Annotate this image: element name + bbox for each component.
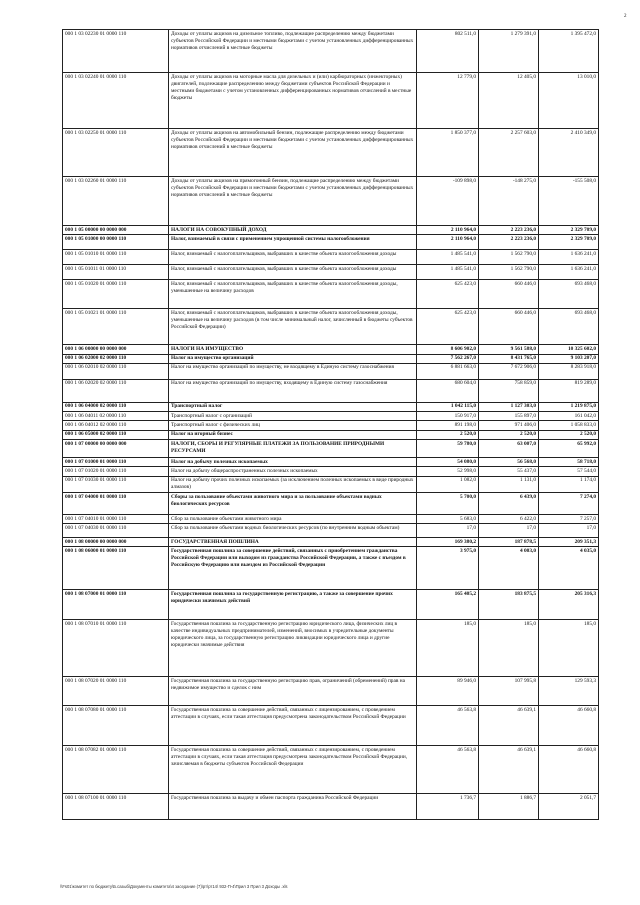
- table-row: [63, 547, 599, 590]
- code-cell: 000 1 06 04000 02 0000 110: [63, 402, 169, 411]
- table-row: [63, 492, 599, 514]
- table-row: [63, 524, 599, 538]
- value-cell-year3: 13 010,0: [539, 73, 599, 129]
- code-cell: 000 1 05 01011 01 0000 110: [63, 265, 169, 280]
- table-row: [63, 280, 599, 309]
- value-cell-year2: 1 279 391,0: [479, 30, 539, 73]
- value-cell-year1: 52 998,0: [417, 467, 479, 476]
- code-cell: 000 1 06 00000 00 0000 000: [63, 345, 169, 354]
- code-cell: 000 1 08 06000 01 0000 110: [63, 547, 169, 590]
- value-cell-year3: 1 636 241,0: [539, 250, 599, 265]
- file-path-footer: \\Fs01\комитет по бюджету\Б.сазыб\Документы комитета\4 заседание (7)\рт\рт14\ 932-П-4\Прил 3 Прил 3 Доходы .xls: [60, 884, 288, 889]
- name-cell: Доходы от уплаты акцизов на моторные масла для дизельных и (или) карбюраторных (инжекторных) двигателей, подлежащие распределению между бюджетами субъектов Российской Федерации и местными бюджетами с учетом установленных дифференцированных нормативов отчислений в местные бюджеты: [169, 73, 417, 129]
- table-row: [63, 439, 599, 457]
- value-cell-year1: 5 683,0: [417, 514, 479, 523]
- value-cell-year2: 2 223 236,0: [479, 226, 539, 235]
- value-cell-year1: 185,0: [417, 620, 479, 677]
- name-cell: Налог на имущество организаций по имуществу, не входящему в Единую систему газоснабжения: [169, 363, 417, 379]
- value-cell-year1: 891 198,0: [417, 421, 479, 430]
- revenue-table: [62, 29, 599, 820]
- value-cell-year2: 46 639,1: [479, 746, 539, 794]
- value-cell-year2: 185,0: [479, 620, 539, 677]
- value-cell-year1: 1 485 541,0: [417, 265, 479, 280]
- table-row: [63, 590, 599, 620]
- name-cell: Налог на добычу прочих полезных ископаемых (за исключением полезных ископаемых в виде природных алмазов): [169, 476, 417, 492]
- table-row: [63, 363, 599, 379]
- value-cell-year3: 65 992,0: [539, 439, 599, 457]
- value-cell-year1: 6 881 663,0: [417, 363, 479, 379]
- value-cell-year2: 187 878,5: [479, 538, 539, 547]
- value-cell-year1: 165 405,2: [417, 590, 479, 620]
- value-cell-year1: 8 606 902,0: [417, 345, 479, 354]
- table-row: [63, 794, 599, 820]
- value-cell-year1: 46 563,8: [417, 706, 479, 746]
- table-row: [63, 476, 599, 492]
- value-cell-year3: 2 329 709,0: [539, 226, 599, 235]
- value-cell-year1: 625 423,0: [417, 280, 479, 309]
- name-cell: Доходы от уплаты акцизов на дизельное топливо, подлежащие распределению между бюджетами субъектов Российской Федерации и местными бюджетами с учетом установленных дифференцированных нормативов отчислений в местные бюджеты: [169, 30, 417, 73]
- value-cell-year2: 2 257 603,0: [479, 129, 539, 177]
- value-cell-year2: 758 859,0: [479, 379, 539, 402]
- name-cell: Сбор за пользование объектами водных биологических ресурсов (по внутренним водным объектам): [169, 524, 417, 538]
- name-cell: Государственная пошлина за государственную регистрацию юридического лица, физических лиц в качестве индивидуальных предпринимателей, изменений, вносимых в учредительные документы юридического лица, за государственную регистрацию ликвидации юридического лица и другие юридически значимые действия: [169, 620, 417, 677]
- value-cell-year2: 107 995,8: [479, 677, 539, 706]
- value-cell-year3: 1 174,0: [539, 476, 599, 492]
- name-cell: НАЛОГИ, СБОРЫ И РЕГУЛЯРНЫЕ ПЛАТЕЖИ ЗА ПОЛЬЗОВАНИЕ ПРИРОДНЫМИ РЕСУРСАМИ: [169, 439, 417, 457]
- table-row: [63, 467, 599, 476]
- name-cell: Доходы от уплаты акцизов на автомобильный бензин, подлежащие распределению между бюджетами субъектов Российской Федерации и местными бюджетами с учетом установленных дифференцированных нормативов отчислений в местные бюджеты: [169, 129, 417, 177]
- value-cell-year1: 680 604,0: [417, 379, 479, 402]
- value-cell-year1: 5 700,0: [417, 492, 479, 514]
- name-cell: Транспортный налог с организаций: [169, 412, 417, 421]
- name-cell: Государственная пошлина за совершение действий, связанных с лицензированием, с проведением аттестации в случаях, если такая аттестация предусмотрена законодательством Российской Федерации: [169, 706, 417, 746]
- value-cell-year2: 155 897,0: [479, 412, 539, 421]
- value-cell-year2: 46 639,1: [479, 706, 539, 746]
- code-cell: 000 1 06 04011 02 0000 110: [63, 412, 169, 421]
- value-cell-year2: 1 886,7: [479, 794, 539, 820]
- value-cell-year1: 1 042 115,0: [417, 402, 479, 411]
- value-cell-year2: 63 007,0: [479, 439, 539, 457]
- name-cell: Налог на имущество организаций по имуществу, входящему в Единую систему газоснабжения: [169, 379, 417, 402]
- value-cell-year3: 161 042,0: [539, 412, 599, 421]
- code-cell: 000 1 07 01030 01 0000 110: [63, 476, 169, 492]
- table-row: [63, 514, 599, 523]
- value-cell-year2: 183 875,5: [479, 590, 539, 620]
- value-cell-year3: -155 508,0: [539, 177, 599, 226]
- table-row: [63, 345, 599, 354]
- value-cell-year1: 7 562 267,0: [417, 354, 479, 363]
- value-cell-year2: 6 422,0: [479, 514, 539, 523]
- value-cell-year3: 7 274,0: [539, 492, 599, 514]
- table-row: [63, 706, 599, 746]
- value-cell-year1: 12 779,0: [417, 73, 479, 129]
- value-cell-year3: 2 410 349,0: [539, 129, 599, 177]
- value-cell-year2: 12 405,0: [479, 73, 539, 129]
- code-cell: 000 1 05 01021 01 0000 110: [63, 309, 169, 345]
- value-cell-year3: 693 468,0: [539, 280, 599, 309]
- value-cell-year1: 59 780,0: [417, 439, 479, 457]
- value-cell-year1: 1 485 541,0: [417, 250, 479, 265]
- name-cell: Налог на игорный бизнес: [169, 430, 417, 439]
- name-cell: Налог, взимаемый с налогоплательщиков, выбравших в качестве объекта налогообложения доходы, уменьшенные на величину расходов (в том числе минимальный налог, зачисленный в бюджеты субъектов Российской Федерации): [169, 309, 417, 345]
- name-cell: НАЛОГИ НА СОВОКУПНЫЙ ДОХОД: [169, 226, 417, 235]
- name-cell: НАЛОГИ НА ИМУЩЕСТВО: [169, 345, 417, 354]
- value-cell-year3: 4 035,0: [539, 547, 599, 590]
- value-cell-year3: 185,0: [539, 620, 599, 677]
- code-cell: 000 1 08 07100 01 0000 110: [63, 794, 169, 820]
- value-cell-year1: 17,0: [417, 524, 479, 538]
- value-cell-year1: 625 423,0: [417, 309, 479, 345]
- code-cell: 000 1 03 02250 01 0000 110: [63, 129, 169, 177]
- name-cell: Налог, взимаемый в связи с применением упрощенной системы налогообложения: [169, 235, 417, 250]
- value-cell-year3: 1 219 875,0: [539, 402, 599, 411]
- name-cell: Государственная пошлина за совершение действий, связанных с лицензированием, с проведением аттестации в случаях, если такая аттестация предусмотрена законодательством Российской Федерации, зачисляемая в бюджеты субъектов Российской Федерации: [169, 746, 417, 794]
- table-row: [63, 177, 599, 226]
- table-row: [63, 457, 599, 466]
- value-cell-year2: 660 446,0: [479, 280, 539, 309]
- code-cell: 000 1 05 01010 01 0000 110: [63, 250, 169, 265]
- code-cell: 000 1 03 02240 01 0000 110: [63, 73, 169, 129]
- name-cell: Государственная пошлина за совершение действий, связанных с приобретением гражданства Российской Федерации или выходом из гражданства Российской Федерации, а также с въездом в Российскую Федерацию или выездом из Российской Федерации: [169, 547, 417, 590]
- value-cell-year2: 7 672 906,0: [479, 363, 539, 379]
- table-row: [63, 620, 599, 677]
- name-cell: Налог, взимаемый с налогоплательщиков, выбравших в качестве объекта налогообложения доходы: [169, 265, 417, 280]
- table-row: [63, 538, 599, 547]
- table-row: [63, 430, 599, 439]
- value-cell-year1: 1 736,7: [417, 794, 479, 820]
- code-cell: 000 1 05 01020 01 0000 110: [63, 280, 169, 309]
- value-cell-year3: 10 325 602,0: [539, 345, 599, 354]
- value-cell-year3: 1 636 241,0: [539, 265, 599, 280]
- value-cell-year3: 1 058 833,0: [539, 421, 599, 430]
- table-row: [63, 402, 599, 411]
- value-cell-year1: 2 520,0: [417, 430, 479, 439]
- value-cell-year1: 54 080,0: [417, 457, 479, 466]
- value-cell-year3: 7 257,0: [539, 514, 599, 523]
- table-row: [63, 421, 599, 430]
- table-row: [63, 265, 599, 280]
- table-row: [63, 412, 599, 421]
- code-cell: 000 1 07 04030 01 0000 110: [63, 524, 169, 538]
- value-cell-year1: 2 110 964,0: [417, 226, 479, 235]
- name-cell: Транспортный налог: [169, 402, 417, 411]
- code-cell: 000 1 07 04000 01 0000 110: [63, 492, 169, 514]
- value-cell-year2: 2 223 236,0: [479, 235, 539, 250]
- value-cell-year3: 46 660,8: [539, 706, 599, 746]
- value-cell-year3: 58 718,0: [539, 457, 599, 466]
- code-cell: 000 1 08 07082 01 0000 110: [63, 746, 169, 794]
- name-cell: Государственная пошлина за государственную регистрацию прав, ограничений (обременений) прав на недвижимое имущество и сделок с ним: [169, 677, 417, 706]
- value-cell-year1: 150 917,0: [417, 412, 479, 421]
- table-row: [63, 746, 599, 794]
- code-cell: 000 1 08 07000 01 0000 110: [63, 590, 169, 620]
- table-row: [63, 226, 599, 235]
- code-cell: 000 1 08 07080 01 0000 110: [63, 706, 169, 746]
- code-cell: 000 1 05 00000 00 0000 000: [63, 226, 169, 235]
- value-cell-year1: 3 975,0: [417, 547, 479, 590]
- value-cell-year2: 1 562 790,0: [479, 250, 539, 265]
- value-cell-year2: 8 431 765,0: [479, 354, 539, 363]
- code-cell: 000 1 06 02010 02 0000 110: [63, 363, 169, 379]
- value-cell-year3: 205 316,3: [539, 590, 599, 620]
- value-cell-year2: 9 561 588,0: [479, 345, 539, 354]
- value-cell-year3: 2 520,0: [539, 430, 599, 439]
- value-cell-year3: 2 051,7: [539, 794, 599, 820]
- code-cell: 000 1 06 02000 02 0000 110: [63, 354, 169, 363]
- name-cell: Налог, взимаемый с налогоплательщиков, выбравших в качестве объекта налогообложения доходы, уменьшенные на величину расходов: [169, 280, 417, 309]
- value-cell-year2: 17,0: [479, 524, 539, 538]
- code-cell: 000 1 07 01000 01 0000 110: [63, 457, 169, 466]
- name-cell: Сборы за пользование объектами животного мира и за пользование объектами водных биологических ресурсов: [169, 492, 417, 514]
- value-cell-year3: 2 329 709,0: [539, 235, 599, 250]
- name-cell: Транспортный налог с физических лиц: [169, 421, 417, 430]
- value-cell-year2: 2 520,0: [479, 430, 539, 439]
- value-cell-year3: 209 351,3: [539, 538, 599, 547]
- value-cell-year3: 1 395 472,0: [539, 30, 599, 73]
- value-cell-year3: 9 103 207,0: [539, 354, 599, 363]
- value-cell-year3: 693 468,0: [539, 309, 599, 345]
- name-cell: Сбор за пользование объектами животного мира: [169, 514, 417, 523]
- name-cell: ГОСУДАРСТВЕННАЯ ПОШЛИНА: [169, 538, 417, 547]
- code-cell: 000 1 06 04012 02 0000 110: [63, 421, 169, 430]
- code-cell: 000 1 08 07020 01 0000 110: [63, 677, 169, 706]
- value-cell-year3: 17,0: [539, 524, 599, 538]
- value-cell-year2: 1 127 303,0: [479, 402, 539, 411]
- table-row: [63, 379, 599, 402]
- code-cell: 000 1 08 07010 01 0000 110: [63, 620, 169, 677]
- table-row: [63, 73, 599, 129]
- table-row: [63, 129, 599, 177]
- code-cell: 000 1 07 01020 01 0000 110: [63, 467, 169, 476]
- code-cell: 000 1 08 00000 00 0000 000: [63, 538, 169, 547]
- value-cell-year1: 1 082,0: [417, 476, 479, 492]
- name-cell: Государственная пошлина за выдачу и обмен паспорта гражданина Российской Федерации: [169, 794, 417, 820]
- page-number: 2: [624, 14, 627, 19]
- value-cell-year1: 169 380,2: [417, 538, 479, 547]
- table-row: [63, 309, 599, 345]
- value-cell-year3: 46 660,8: [539, 746, 599, 794]
- value-cell-year2: 6 439,0: [479, 492, 539, 514]
- name-cell: Доходы от уплаты акцизов на прямогонный бензин, подлежащие распределению между бюджетами субъектов Российской Федерации и местными бюджетами с учетом установленных дифференцированных нормативов отчислений в местные бюджеты: [169, 177, 417, 226]
- value-cell-year2: 971 406,0: [479, 421, 539, 430]
- value-cell-year3: 819 289,0: [539, 379, 599, 402]
- name-cell: Налог на добычу полезных ископаемых: [169, 457, 417, 466]
- value-cell-year1: 2 110 964,0: [417, 235, 479, 250]
- value-cell-year1: 1 850 377,0: [417, 129, 479, 177]
- table-row: [63, 354, 599, 363]
- code-cell: 000 1 07 00000 00 0000 000: [63, 439, 169, 457]
- name-cell: Налог на имущество организаций: [169, 354, 417, 363]
- table-row: [63, 250, 599, 265]
- value-cell-year2: 55 437,0: [479, 467, 539, 476]
- code-cell: 000 1 03 02260 01 0000 110: [63, 177, 169, 226]
- table-row: [63, 677, 599, 706]
- value-cell-year3: 129 593,3: [539, 677, 599, 706]
- name-cell: Налог, взимаемый с налогоплательщиков, выбравших в качестве объекта налогообложения доходы: [169, 250, 417, 265]
- code-cell: 000 1 06 05000 02 0000 110: [63, 430, 169, 439]
- code-cell: 000 1 03 02230 01 0000 110: [63, 30, 169, 73]
- value-cell-year1: -109 898,0: [417, 177, 479, 226]
- table-row: [63, 30, 599, 73]
- table-row: [63, 235, 599, 250]
- code-cell: 000 1 05 01000 00 0000 110: [63, 235, 169, 250]
- code-cell: 000 1 06 02020 02 0000 110: [63, 379, 169, 402]
- value-cell-year2: 1 562 790,0: [479, 265, 539, 280]
- value-cell-year1: 89 946,0: [417, 677, 479, 706]
- value-cell-year1: 46 563,8: [417, 746, 479, 794]
- value-cell-year2: 1 131,0: [479, 476, 539, 492]
- value-cell-year2: -148 275,0: [479, 177, 539, 226]
- code-cell: 000 1 07 04010 01 0000 110: [63, 514, 169, 523]
- name-cell: Государственная пошлина за государственную регистрацию, а также за совершение прочих юридически значимых действий: [169, 590, 417, 620]
- value-cell-year3: 57 544,0: [539, 467, 599, 476]
- value-cell-year1: 802 511,0: [417, 30, 479, 73]
- value-cell-year2: 4 003,0: [479, 547, 539, 590]
- value-cell-year2: 56 568,0: [479, 457, 539, 466]
- name-cell: Налог на добычу общераспространенных полезных ископаемых: [169, 467, 417, 476]
- value-cell-year3: 8 283 918,0: [539, 363, 599, 379]
- value-cell-year2: 660 446,0: [479, 309, 539, 345]
